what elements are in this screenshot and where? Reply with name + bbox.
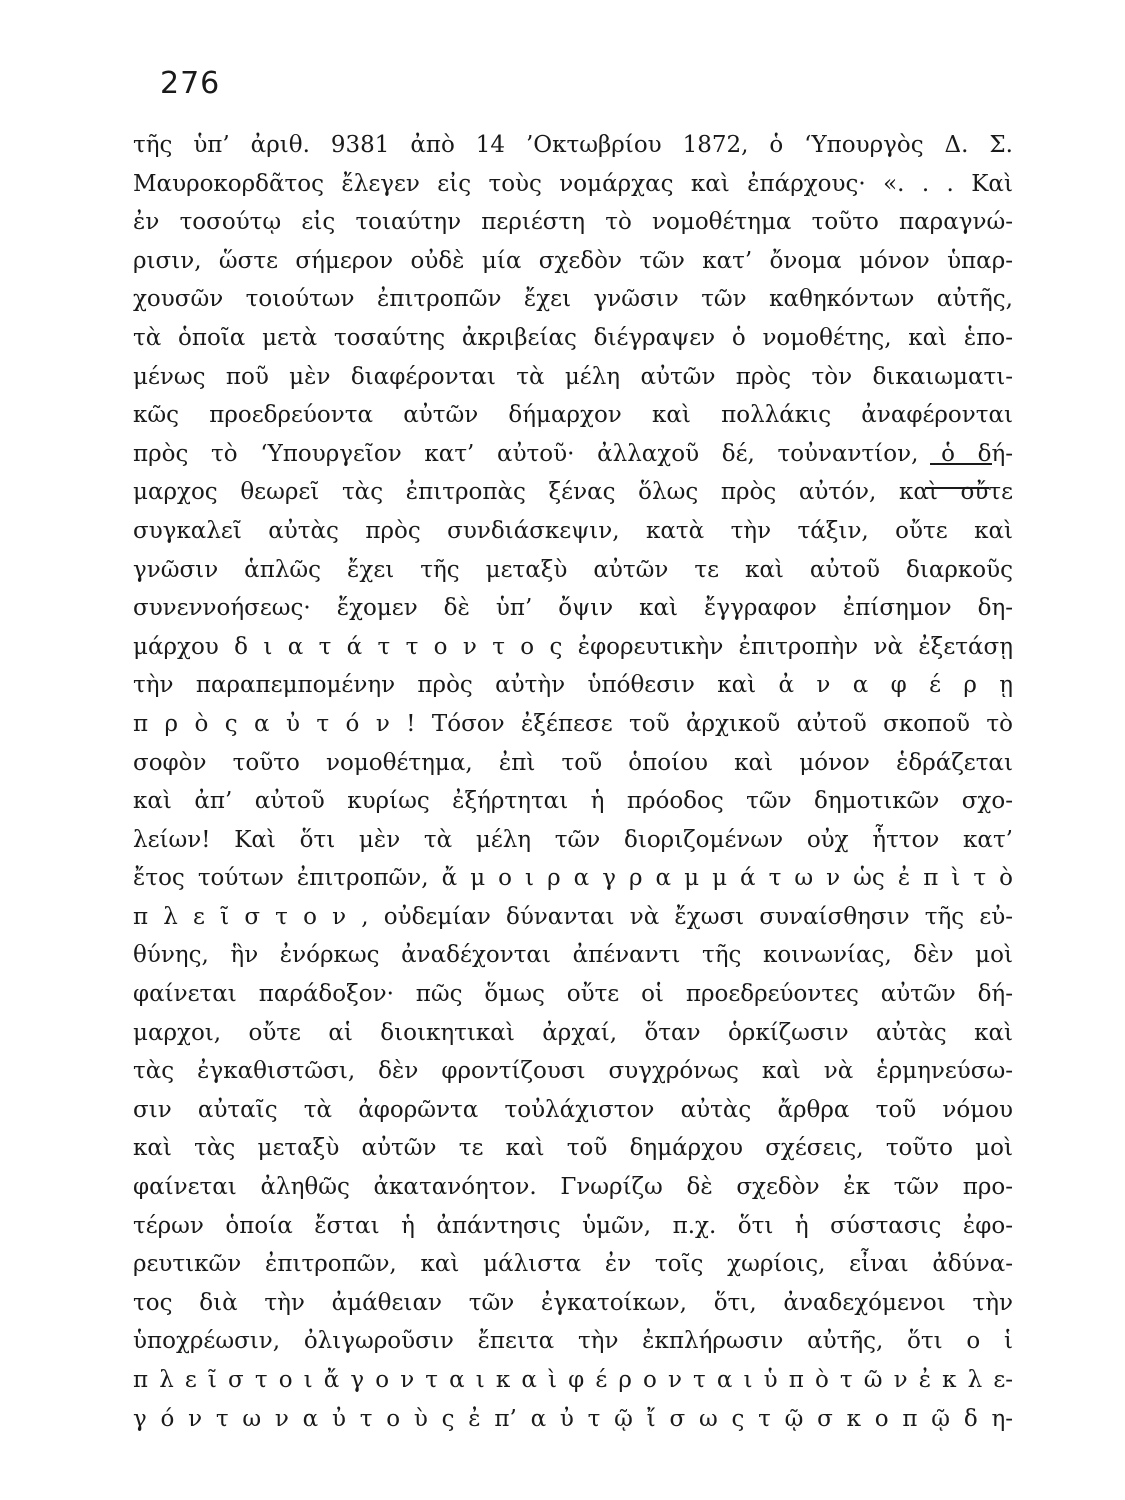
text-line-2: Μαυροκορδᾶτος ἔλεγεν εἰς τοὺς νομάρχας καὶ ἐπάρχους· «. . . Καὶ <box>133 170 1013 197</box>
text-line-14: μάρχου δ ι α τ ά τ τ ο ν τ ο ς ἐφορευτικὴν ἐπιτροπὴν νὰ ἐξετάσῃ <box>133 633 1013 660</box>
text-line-13: συνεννοήσεως· ἔχομεν δὲ ὑπ’ ὄψιν καὶ ἔγγραφον ἐπίσημον δη- <box>133 595 1013 622</box>
text-line-15: τὴν παραπεμπομένην πρὸς αὐτὴν ὑπόθεσιν καὶ ἀ ν α φ έ ρ ῃ <box>133 672 1013 699</box>
text-line-26: σιν αὐταῖς τὰ ἀφορῶντα τοὐλάχιστον αὐτὰς ἄρθρα τοῦ νόμου <box>133 1096 1013 1123</box>
text-line-5: χουσῶν τοιούτων ἐπιτροπῶν ἔχει γνῶσιν τῶν καθηκόντων αὐτῆς, <box>133 286 1013 313</box>
page-number: 276 <box>160 66 221 101</box>
text-line-7: μένως ποῦ μὲν διαφέρονται τὰ μέλη αὐτῶν πρὸς τὸν δικαιωματι- <box>133 363 1013 390</box>
text-line-34: γ ό ν τ ω ν α ὐ τ ο ὺ ς ἐ π’ α ὐ τ ῷ ἴ σ ω ς τ ῷ σ κ ο π ῷ δ η- <box>133 1405 1013 1432</box>
text-line-23: φαίνεται παράδοξον· πῶς ὅμως οὔτε οἱ προεδρεύοντες αὐτῶν δή- <box>133 981 1013 1008</box>
text-line-20: ἔτος τούτων ἐπιτροπῶν, ἄ μ ο ι ρ α γ ρ α μ μ ά τ ω ν ὡς ἐ π ὶ τ ὸ <box>133 865 1013 892</box>
body-text <box>133 126 1013 1438</box>
text-line-3: ἐν τοσούτῳ εἰς τοιαύτην περιέστη τὸ νομοθέτημα τοῦτο παραγνώ- <box>133 209 1013 236</box>
text-line-12: γνῶσιν ἁπλῶς ἔχει τῆς μεταξὺ αὐτῶν τε καὶ αὐτοῦ διαρκοῦς <box>133 556 1013 583</box>
text-line-22: θύνης, ἣν ἐνόρκως ἀναδέχονται ἀπέναντι τῆς κοινωνίας, δὲν μοὶ <box>133 942 1013 969</box>
text-line-6: τὰ ὁποῖα μετὰ τοσαύτης ἀκριβείας διέγραψεν ὁ νομοθέτης, καὶ ἑπο- <box>133 324 1013 351</box>
text-line-1: τῆς ὑπ’ ἀριθ. 9381 ἀπὸ 14 ’Οκτωβρίου 1872, ὁ ‘Υπουργὸς Δ. Σ. <box>133 132 1013 158</box>
text-line-11: συγκαλεῖ αὐτὰς πρὸς συνδιάσκεψιν, κατὰ τὴν τάξιν, οὔτε καὶ <box>133 517 1013 544</box>
text-line-18: καὶ ἀπ’ αὐτοῦ κυρίως ἐξήρτηται ἡ πρόοδος τῶν δημοτικῶν σχο- <box>133 788 1013 815</box>
pencil-underline-mark <box>930 463 992 465</box>
text-line-8: κῶς προεδρεύοντα αὐτῶν δήμαρχον καὶ πολλάκις ἀναφέρονται <box>133 402 1013 429</box>
text-line-29: τέρων ὁποία ἔσται ἡ ἀπάντησις ὑμῶν, π.χ. ὅτι ἡ σύστασις ἐφο- <box>133 1212 1013 1239</box>
text-line-19: λείων! Καὶ ὅτι μὲν τὰ μέλη τῶν διοριζομένων οὐχ ἧττον κατ’ <box>133 826 1013 853</box>
text-line-31: τος διὰ τὴν ἀμάθειαν τῶν ἐγκατοίκων, ὅτι, ἀναδεχόμενοι τὴν <box>133 1289 1013 1316</box>
text-line-4: ρισιν, ὥστε σήμερον οὐδὲ μία σχεδὸν τῶν κατ’ ὄνομα μόνον ὑπαρ- <box>133 247 1013 274</box>
text-line-28: φαίνεται ἀληθῶς ἀκατανόητον. Γνωρίζω δὲ σχεδὸν ἐκ τῶν προ- <box>133 1174 1013 1201</box>
text-line-25: τὰς ἐγκαθιστῶσι, δὲν φροντίζουσι συγχρόνως καὶ νὰ ἑρμηνεύσω- <box>133 1058 1013 1085</box>
text-line-21: π λ ε ῖ σ τ ο ν , οὐδεμίαν δύνανται νὰ ἔχωσι συναίσθησιν τῆς εὐ- <box>133 903 1013 930</box>
text-line-30: ρευτικῶν ἐπιτροπῶν, καὶ μάλιστα ἐν τοῖς χωρίοις, εἶναι ἀδύνα- <box>133 1251 1013 1278</box>
text-line-33: π λ ε ῖ σ τ ο ι ἄ γ ο ν τ α ι κ α ὶ φ έ ρ ο ν τ α ι ὑ π ὸ τ ῶ ν ἐ κ λ ε- <box>133 1367 1013 1393</box>
text-line-10: μαρχος θεωρεῖ τὰς ἐπιτροπὰς ξένας ὅλως πρὸς αὐτόν, καὶ οὔτε <box>133 479 1013 506</box>
text-line-9: πρὸς τὸ ‘Υπουργεῖον κατ’ αὐτοῦ· ἀλλαχοῦ δέ, τοὐναντίον, ὁ δή- <box>133 440 1013 467</box>
text-line-17: σοφὸν τοῦτο νομοθέτημα, ἐπὶ τοῦ ὁποίου καὶ μόνον ἑδράζεται <box>133 749 1013 776</box>
text-line-24: μαρχοι, οὔτε αἱ διοικητικαὶ ἀρχαί, ὅταν ὁρκίζωσιν αὐτὰς καὶ <box>133 1019 1013 1046</box>
pencil-overline-mark <box>925 487 989 489</box>
text-line-16: π ρ ὸ ς α ὐ τ ό ν ! Τόσον ἐξέπεσε τοῦ ἀρχικοῦ αὐτοῦ σκοποῦ τὸ <box>133 710 1013 737</box>
text-line-32: ὑποχρέωσιν, ὀλιγωροῦσιν ἔπειτα τὴν ἐκπλήρωσιν αὐτῆς, ὅτι ο ἱ <box>133 1328 1013 1355</box>
text-line-27: καὶ τὰς μεταξὺ αὐτῶν τε καὶ τοῦ δημάρχου σχέσεις, τοῦτο μοὶ <box>133 1135 1013 1162</box>
